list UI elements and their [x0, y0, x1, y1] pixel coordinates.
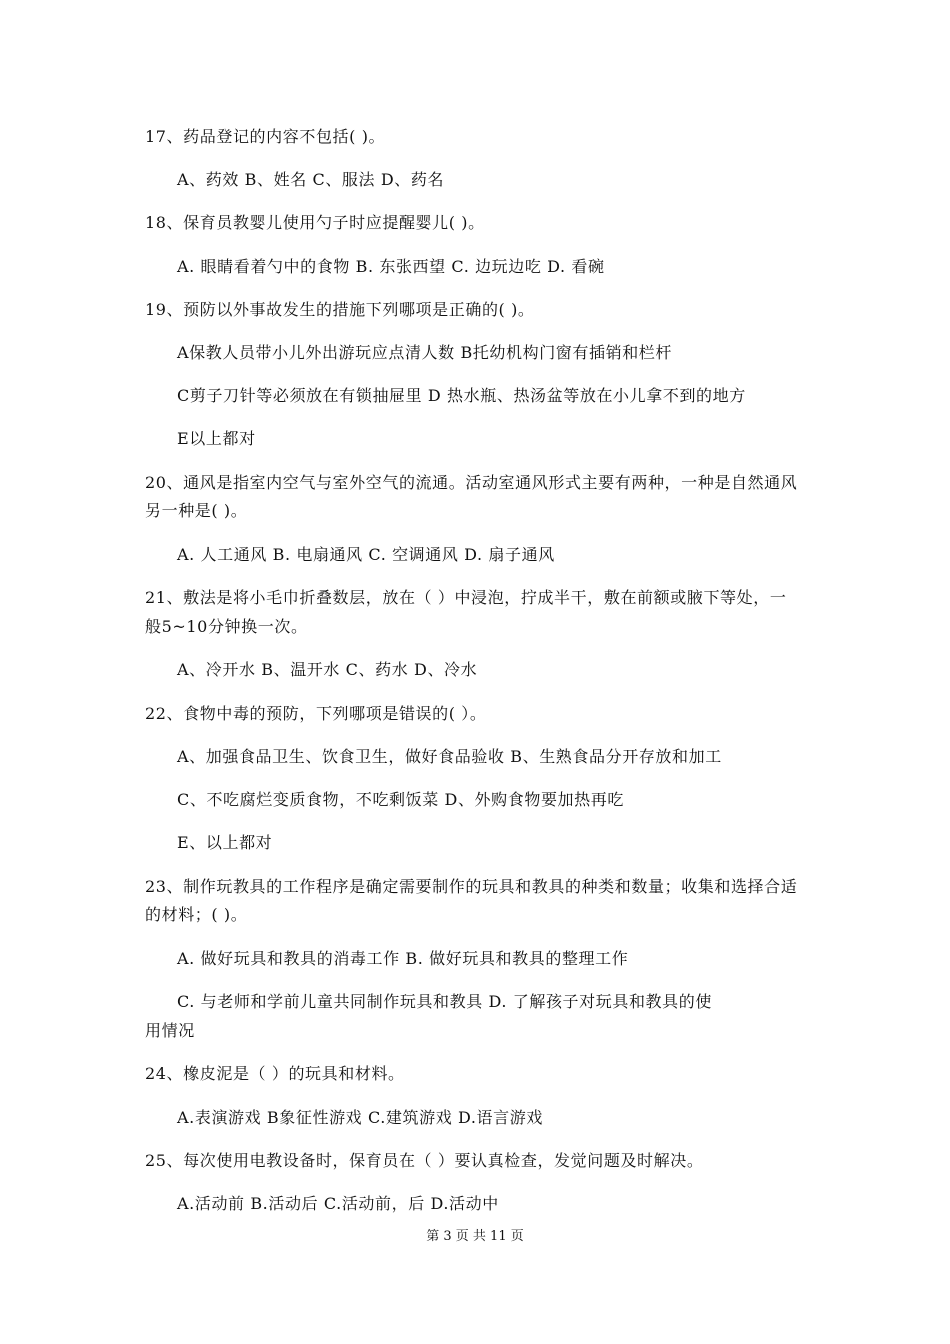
question-23: 23、制作玩教具的工作程序是确定需要制作的玩具和教具的种类和数量；收集和选择合适 [145, 877, 798, 896]
option-23-ab: A. 做好玩具和教具的消毒工作 B. 做好玩具和教具的整理工作 [177, 949, 629, 968]
question-22: 22、食物中毒的预防，下列哪项是错误的( ）。 [145, 704, 487, 723]
question-23-cont: 的材料；( )。 [145, 905, 248, 924]
question-21: 21、敷法是将小毛巾折叠数层，放在（ ）中浸泡，拧成半干，敷在前额或腋下等处，一 [145, 588, 787, 607]
question-17: 17、药品登记的内容不包括( )。 [145, 127, 386, 146]
question-21-cont: 般5~10分钟换一次。 [145, 617, 308, 636]
option-23-tail: 用情况 [145, 1021, 195, 1040]
option-19-e: E以上都对 [177, 429, 256, 448]
options-18: A. 眼睛看着勺中的食物 B. 东张西望 C. 边玩边吃 D. 看碗 [177, 257, 605, 276]
options-20: A. 人工通风 B. 电扇通风 C. 空调通风 D. 扇子通风 [177, 545, 555, 564]
option-22-e: E、以上都对 [177, 833, 273, 852]
page-footer: 第 3 页 共 11 页 [426, 1229, 524, 1244]
question-20: 20、通风是指室内空气与室外空气的流通。活动室通风形式主要有两种，一种是自然通风 [145, 473, 798, 492]
options-17: A、药效 B、姓名 C、服法 D、药名 [177, 170, 445, 189]
option-22-cd: C、不吃腐烂变质食物，不吃剩饭菜 D、外购食物要加热再吃 [177, 790, 624, 809]
question-20-cont: 另一种是( )。 [145, 501, 248, 520]
option-19-ab: A保教人员带小儿外出游玩应点清人数 B托幼机构门窗有插销和栏杆 [177, 343, 672, 362]
option-22-ab: A、加强食品卫生、饮食卫生，做好食品验收 B、生熟食品分开存放和加工 [177, 747, 722, 766]
options-25: A.活动前 B.活动后 C.活动前，后 D.活动中 [177, 1194, 499, 1213]
question-19: 19、预防以外事故发生的措施下列哪项是正确的( )。 [145, 300, 535, 319]
question-25: 25、每次使用电教设备时，保育员在（ ）要认真检查，发觉问题及时解决。 [145, 1151, 704, 1170]
question-18: 18、保育员教婴儿使用勺子时应提醒婴儿( )。 [145, 213, 485, 232]
options-21: A、冷开水 B、温开水 C、药水 D、冷水 [177, 660, 478, 679]
option-19-cd: C剪子刀针等必须放在有锁抽屉里 D 热水瓶、热汤盆等放在小儿拿不到的地方 [177, 386, 746, 405]
option-23-cd: C. 与老师和学前儿童共同制作玩具和教具 D. 了解孩子对玩具和教具的使 [177, 992, 712, 1011]
options-24: A.表演游戏 B象征性游戏 C.建筑游戏 D.语言游戏 [177, 1108, 543, 1127]
question-24: 24、橡皮泥是（ ）的玩具和材料。 [145, 1064, 405, 1083]
